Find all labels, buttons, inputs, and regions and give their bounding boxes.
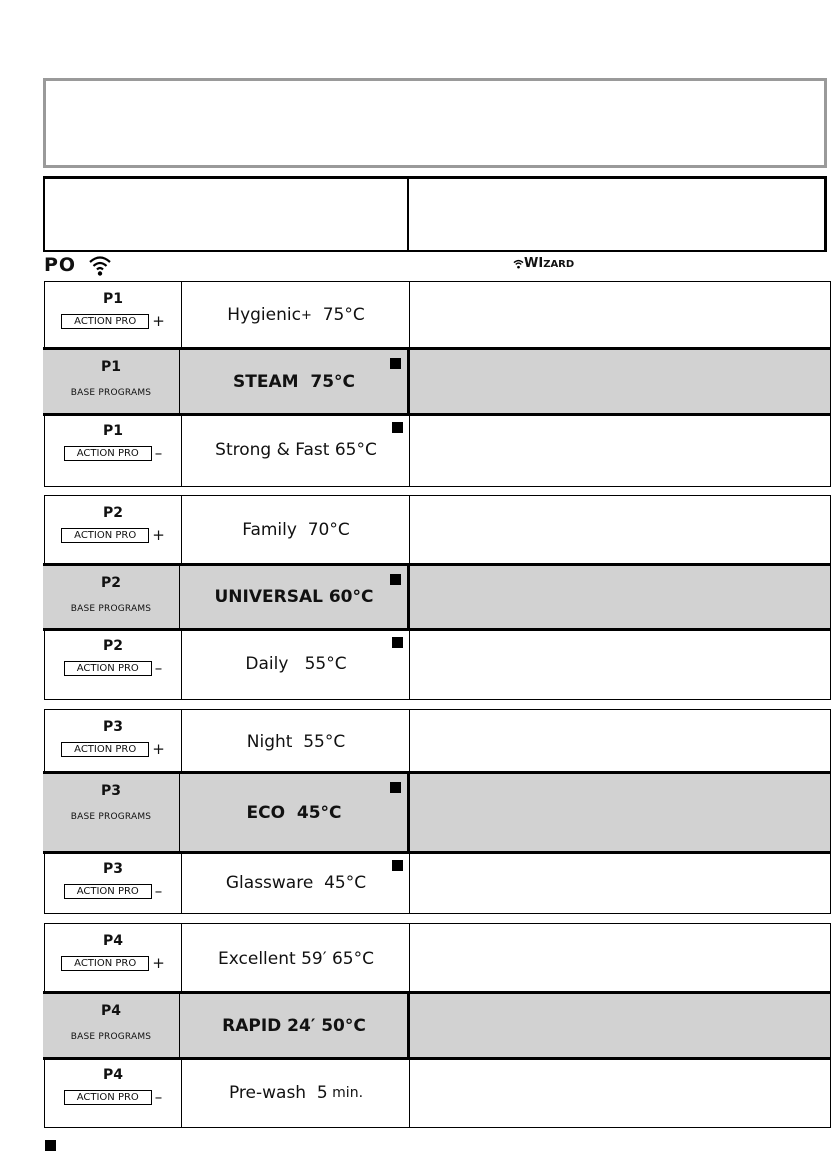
program-number: P4 [102, 1067, 123, 1083]
marker-square-icon [390, 358, 401, 369]
program-cell [45, 1058, 181, 1127]
program-number: P3 [100, 783, 121, 799]
program-description-cell [409, 414, 830, 486]
wizard-i: I [538, 256, 544, 271]
action-pro-badge: ACTION PRO [61, 528, 149, 543]
program-cell [45, 629, 181, 699]
program-number: P4 [100, 1003, 121, 1019]
program-name-cell [179, 774, 408, 851]
program-number: P2 [102, 505, 123, 521]
program-unit: min. [327, 1084, 364, 1101]
program-row [45, 852, 830, 913]
program-name-cell [181, 414, 410, 486]
program-row [45, 1058, 830, 1127]
program-name-cell [181, 1058, 410, 1127]
action-pro-badge: ACTION PRO [64, 1090, 152, 1105]
program-cell [45, 282, 181, 348]
program-group-1 [44, 281, 831, 487]
minus-sign: – [154, 882, 163, 900]
wizard-w: W [524, 256, 539, 271]
program-description-cell [409, 924, 830, 993]
program-description-cell [409, 1058, 830, 1127]
program-name-cell [179, 350, 408, 413]
action-pro-badge: ACTION PRO [61, 956, 149, 971]
legend-square-icon [45, 1140, 56, 1151]
program-row [45, 496, 830, 564]
program-name: Excellent 59′ 65°C [218, 948, 374, 969]
program-row [45, 924, 830, 993]
program-description-cell [409, 710, 830, 773]
program-description-cell [409, 496, 830, 564]
program-description-cell [407, 994, 830, 1057]
program-name-cell [181, 924, 410, 993]
minus-sign: – [154, 1088, 163, 1106]
program-group-2 [44, 495, 831, 700]
marker-square-icon [390, 574, 401, 585]
program-row [43, 563, 830, 631]
action-pro-badge: ACTION PRO [64, 884, 152, 899]
plus-sign: + [152, 954, 165, 972]
program-description-cell [407, 350, 830, 413]
program-name-cell [179, 566, 408, 628]
header-table [43, 176, 827, 252]
program-name: STEAM 75°C [233, 371, 355, 392]
program-row [45, 282, 830, 348]
program-name: Glassware 45°C [225, 872, 367, 893]
program-name: Daily 55°C [245, 654, 347, 674]
program-number: P2 [102, 638, 123, 654]
base-programs-label: BASE PROGRAMS [70, 812, 152, 822]
program-name-cell [181, 282, 410, 348]
program-name: Strong & Fast 65°C [215, 440, 377, 460]
minus-sign: – [154, 444, 163, 462]
plus-sign: + [152, 312, 165, 330]
program-superscript: + [300, 307, 312, 323]
program-name: UNIVERSAL 60°C [214, 587, 374, 607]
wizard-logo [513, 257, 574, 272]
program-cell [43, 994, 179, 1057]
program-description-cell [409, 852, 830, 913]
wizard-rest: ZARD [543, 259, 575, 270]
program-description-cell [407, 774, 830, 851]
program-number: P4 [102, 933, 123, 949]
po-label: PO [44, 254, 77, 276]
action-pro-badge: ACTION PRO [64, 661, 152, 676]
program-cell [45, 496, 181, 564]
plus-sign: + [152, 526, 165, 544]
program-cell [43, 774, 179, 851]
program-name-cell [181, 496, 410, 564]
program-cell [43, 566, 179, 628]
program-description-cell [407, 566, 830, 628]
program-name-cell [181, 629, 410, 699]
program-group-3 [44, 709, 831, 914]
base-programs-label: BASE PROGRAMS [70, 1032, 152, 1042]
program-name: Family 70°C [242, 520, 350, 540]
minus-sign: – [154, 659, 163, 677]
action-pro-badge: ACTION PRO [64, 446, 152, 461]
marker-square-icon [392, 422, 403, 433]
marker-square-icon [390, 782, 401, 793]
program-row [43, 991, 830, 1060]
title-box [43, 78, 827, 168]
program-name: Hygienic [227, 305, 301, 325]
program-number: P3 [102, 861, 123, 877]
program-number: P1 [102, 423, 123, 439]
program-row [43, 347, 830, 416]
program-row [45, 629, 830, 699]
program-number: P3 [102, 719, 123, 735]
program-name: Pre-wash 5 [228, 1082, 328, 1103]
program-cell [45, 924, 181, 993]
base-programs-label: BASE PROGRAMS [70, 388, 152, 398]
wizard-wifi-icon [513, 259, 524, 269]
program-row [45, 710, 830, 773]
plus-sign: + [152, 740, 165, 758]
program-description-cell [409, 282, 830, 348]
program-row [43, 771, 830, 854]
program-name-cell [179, 994, 408, 1057]
program-name: RAPID 24′ 50°C [222, 1015, 366, 1036]
program-cell [45, 852, 181, 913]
program-row [45, 414, 830, 486]
header-divider [407, 179, 409, 250]
program-description-cell [409, 629, 830, 699]
program-cell [43, 350, 179, 413]
program-group-4 [44, 923, 831, 1128]
program-number: P1 [102, 291, 123, 307]
marker-square-icon [392, 637, 403, 648]
program-name-cell [181, 852, 410, 913]
program-number: P1 [100, 359, 121, 375]
program-name: Night 55°C [246, 731, 346, 752]
marker-square-icon [392, 860, 403, 871]
base-programs-label: BASE PROGRAMS [70, 604, 152, 614]
action-pro-badge: ACTION PRO [61, 314, 149, 329]
program-number: P2 [100, 575, 121, 591]
wifi-icon [88, 254, 112, 278]
program-cell [45, 710, 181, 773]
program-name: ECO 45°C [246, 802, 342, 823]
action-pro-badge: ACTION PRO [61, 742, 149, 757]
program-cell [45, 414, 181, 486]
program-temp: 75°C [322, 305, 365, 325]
program-name-cell [181, 710, 410, 773]
